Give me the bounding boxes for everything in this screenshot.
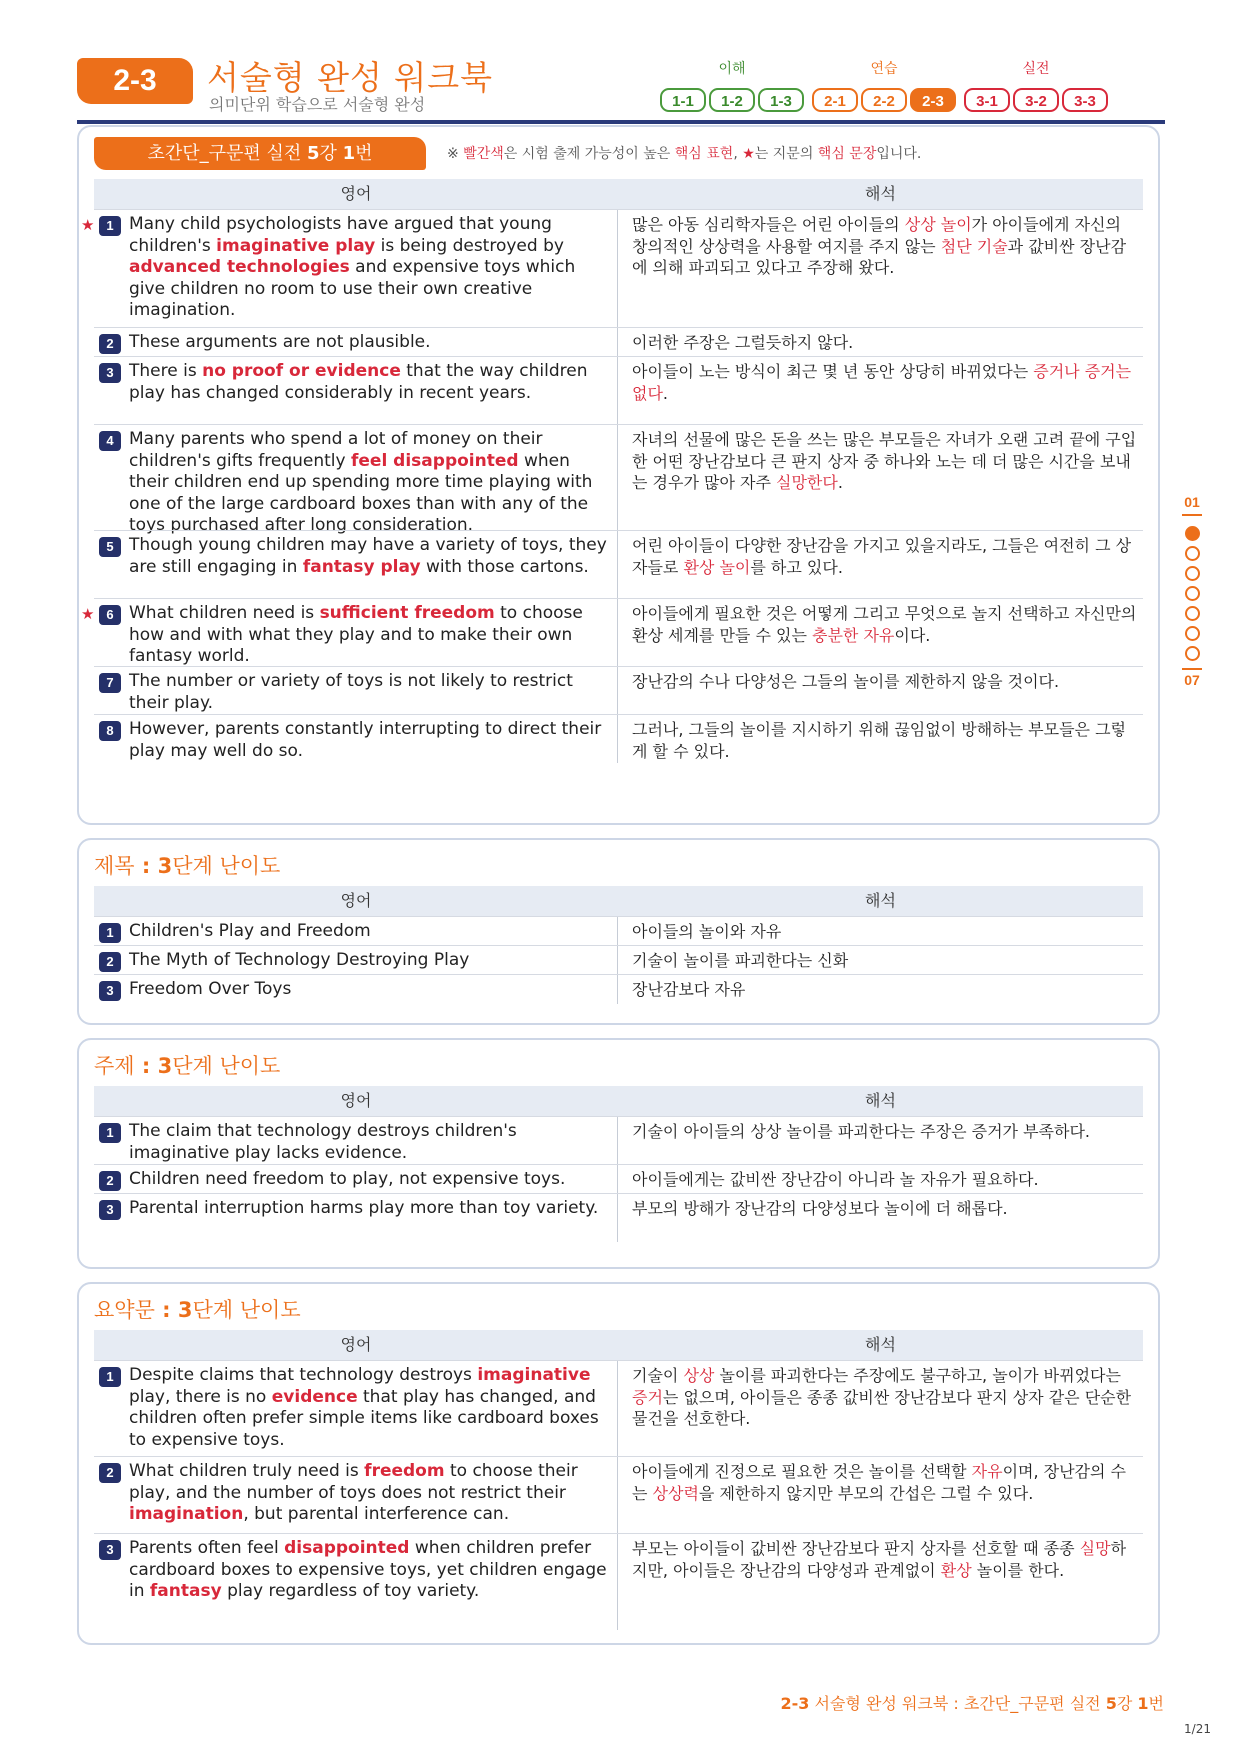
page-dot-icon[interactable] (1185, 526, 1200, 541)
english-sentence (129, 671, 609, 714)
highlight-text: 실망한다 (776, 473, 838, 492)
korean-translation (632, 1365, 1137, 1430)
highlight-text: imaginative (477, 1365, 591, 1385)
row-number: 3 (99, 363, 121, 383)
text-segment: What children truly need is (129, 1461, 365, 1481)
table-row (94, 1164, 1143, 1193)
note-mid3: 는 지문의 (754, 146, 818, 162)
row-number: 3 (99, 981, 121, 1001)
step-button-2-1[interactable]: 2-1 (812, 88, 858, 112)
korean-translation (632, 671, 1137, 693)
highlight-text: 증거나 증거는 없다 (632, 362, 1132, 403)
step-button-1-2[interactable]: 1-2 (709, 88, 755, 112)
english-sentence: Children's Play and Freedom (129, 921, 371, 941)
heading-num: 3 (157, 854, 173, 878)
highlight-text: 실망 (1079, 1539, 1111, 1558)
table-row (94, 530, 1143, 598)
column-divider (617, 946, 618, 974)
highlight-text: 환상 놀이 (683, 557, 751, 577)
row-number: 2 (99, 334, 121, 354)
highlight-text: disappointed (284, 1538, 410, 1558)
lesson-tag-num1: 5 (306, 143, 320, 164)
legend-note (447, 143, 921, 163)
korean-translation: 장난감보다 자유 (632, 980, 746, 999)
english-sentence (129, 361, 609, 404)
page-footer (781, 1691, 1165, 1714)
korean-translation: 기술이 아이들의 상상 놀이를 파괴한다는 주장은 증거가 부족하다. (632, 1122, 1091, 1141)
page-header (77, 50, 1165, 126)
text-segment: 아이들이 노는 방식이 최근 몇 년 동안 상당히 바뀌었다는 (632, 362, 1034, 381)
english-sentence (129, 1538, 609, 1603)
korean-translation (632, 214, 1137, 279)
heading-word: 제목 (94, 854, 135, 878)
korean-translation: 아이들의 놀이와 자유 (632, 922, 782, 941)
page-dot-icon[interactable] (1185, 546, 1200, 561)
english-sentence (129, 535, 609, 578)
table-header (94, 1086, 1143, 1116)
column-divider (617, 599, 618, 666)
column-divider (617, 1534, 618, 1630)
footer-text: 서술형 완성 워크북 : 초간단_구문편 실전 (809, 1694, 1106, 1713)
table-row (94, 1116, 1143, 1164)
column-header-translation: 해석 (865, 1335, 896, 1354)
text-segment: 많은 아동 심리학자들은 어린 아이들의 (632, 215, 905, 234)
text-segment: , but parental interference can. (243, 1504, 510, 1524)
english-sentence (129, 1365, 609, 1451)
text-segment: These arguments are not plausible. (129, 332, 431, 352)
text-segment: to choose their play, and the number of toys does not restrict their (129, 1461, 578, 1503)
side-nav-end[interactable]: 07 (1184, 672, 1200, 688)
highlight-text: imaginative play (216, 235, 376, 256)
text-segment: Many parents who spend a lot of money on their children's gifts frequently (129, 429, 543, 471)
column-header-english: 영어 (340, 891, 372, 910)
table-header (94, 179, 1143, 209)
korean-translation: 부모의 방해가 장난감의 다양성보다 놀이에 더 해롭다. (632, 1199, 1008, 1218)
row-number: 8 (99, 721, 121, 741)
heading-colon: : (134, 854, 158, 878)
text-segment: 아이들에게 진정으로 필요한 것은 놀이를 선택할 (632, 1462, 972, 1481)
column-divider (617, 357, 618, 424)
english-sentence: The claim that technology destroys children's imaginative play lacks evidence. (129, 1121, 517, 1163)
korean-translation (632, 429, 1137, 494)
table-row (94, 974, 1143, 1004)
note-red2: 핵심 표현 (674, 146, 734, 162)
korean-translation (632, 535, 1137, 578)
column-divider (617, 667, 618, 714)
note-mid2: , (733, 146, 743, 162)
text-segment: There is (129, 361, 203, 381)
heading-num: 3 (157, 1054, 173, 1078)
table-row (81, 209, 1143, 327)
step-button-2-2[interactable]: 2-2 (861, 88, 907, 112)
korean-translation (632, 361, 1137, 404)
note-mid: 은 시험 출제 가능성이 높은 (503, 146, 675, 162)
heading-rest: 단계 난이도 (192, 1298, 301, 1322)
row-number: 2 (99, 952, 121, 972)
column-divider (617, 328, 618, 356)
step-button-1-3[interactable]: 1-3 (758, 88, 804, 112)
section-heading-summary (94, 1294, 301, 1324)
theme-panel (77, 1038, 1160, 1269)
highlight-text: 상상 놀이 (904, 215, 972, 234)
highlight-text: 첨단 기술 (940, 236, 1008, 256)
note-prefix: ※ (447, 146, 464, 162)
step-button-3-3[interactable]: 3-3 (1062, 88, 1108, 112)
korean-translation (632, 603, 1137, 646)
step-button-3-2[interactable]: 3-2 (1013, 88, 1059, 112)
column-divider (617, 531, 618, 598)
column-header-english: 영어 (340, 1091, 372, 1110)
footer-num1: 5 (1105, 1694, 1117, 1713)
text-segment: 놀이를 한다. (971, 1560, 1065, 1580)
highlight-text: fantasy (149, 1581, 222, 1601)
text-segment: . (662, 383, 669, 403)
text-segment: 하지만, 아이들은 장난감의 다양성과 관계없이 (632, 1539, 1127, 1580)
english-sentence: Freedom Over Toys (129, 979, 292, 999)
column-divider (617, 1361, 618, 1456)
text-segment: 아이들에게 필요한 것은 어떻게 그리고 무엇으로 놀지 선택하고 자신만의 환상 세계를 만들 수 있는 (632, 604, 1137, 645)
highlight-text: imagination (129, 1504, 244, 1524)
text-segment: 가 아이들에게 자신의 창의적인 상상력을 사용할 여지를 주지 않는 (632, 215, 1121, 256)
korean-translation (632, 332, 1137, 354)
text-segment: 어린 아이들이 다양한 장난감을 가지고 있을지라도, 그들은 여전히 그 상자들로 (632, 536, 1132, 577)
header-divider (77, 120, 1165, 124)
text-segment: Parents often feel (129, 1538, 285, 1558)
page-dot-icon[interactable] (1185, 606, 1200, 621)
text-segment: that play has changed, and children often prefer simple items like cardboard boxes to expensive toys. (129, 1386, 599, 1450)
step-group-label-understand: 이해 (718, 61, 746, 77)
table-row (94, 1456, 1143, 1533)
note-red: 빨간색 (463, 146, 504, 162)
row-number: 1 (99, 216, 121, 236)
page-title: 서술형 완성 워크북 (207, 58, 494, 97)
heading-rest: 단계 난이도 (172, 1054, 281, 1078)
page-dot-icon[interactable] (1185, 626, 1200, 641)
lesson-tag-suffix: 번 (355, 143, 373, 164)
text-segment: 는 없으며, 아이들은 종종 값비싼 장난감보다 판지 상자 같은 단순한 물건을 선호한다. (632, 1387, 1132, 1428)
text-segment: with those cartons. (420, 556, 589, 577)
footer-mid: 강 (1116, 1694, 1138, 1713)
column-header-english: 영어 (340, 1335, 372, 1354)
highlight-text: advanced technologies (129, 257, 350, 277)
column-header-translation: 해석 (865, 891, 896, 910)
row-number: 1 (99, 1123, 121, 1143)
table-row (94, 327, 1143, 356)
english-sentence (129, 719, 609, 762)
english-sentence: Parental interruption harms play more than toy variety. (129, 1198, 599, 1218)
step-group-label-practice: 연습 (870, 61, 898, 77)
text-segment: 자녀의 선물에 많은 돈을 쓰는 많은 부모들은 자녀가 오랜 고려 끝에 구입한 어떤 장난감보다 큰 판지 상자 중 하나와 노는 데 더 많은 시간을 보내는 경우가 많아 자주 (632, 430, 1137, 492)
table-row (94, 916, 1143, 945)
table-row (81, 598, 1143, 666)
page-subtitle: 의미단위 학습으로 서술형 완성 (209, 95, 426, 114)
column-divider (617, 1165, 618, 1193)
side-nav-divider (1182, 668, 1202, 670)
text-segment: However, parents constantly interrupting to direct their play may well do so. (129, 719, 602, 761)
highlight-text: 환상 (940, 1560, 972, 1580)
column-header-translation: 해석 (865, 1091, 896, 1110)
page-dot-icon[interactable] (1185, 566, 1200, 581)
text-segment: 이러한 주장은 그럴듯하지 않다. (632, 333, 854, 352)
side-nav-start[interactable]: 01 (1184, 494, 1200, 510)
column-divider (617, 210, 618, 327)
text-segment: 놀이를 파괴한다는 주장에도 불구하고, 놀이가 바뀌었다는 (714, 1366, 1121, 1385)
text-segment: 이며, 장난감의 수는 (632, 1462, 1127, 1503)
row-number: 3 (99, 1200, 121, 1220)
highlight-text: 자유 (971, 1462, 1003, 1481)
page-number: 1/21 (1184, 1722, 1211, 1736)
highlight-text: 증거 (632, 1387, 663, 1407)
column-divider (617, 975, 618, 1004)
table-row (94, 1533, 1143, 1630)
key-sentence-star-icon: ★ (81, 605, 95, 623)
highlight-text: no proof or evidence (202, 361, 401, 381)
column-divider (617, 1457, 618, 1533)
highlight-text: 상상 (683, 1366, 715, 1385)
table-row (94, 945, 1143, 974)
table-row (94, 666, 1143, 714)
lesson-tag (94, 137, 426, 170)
highlight-text: 상상력 (652, 1483, 699, 1503)
text-segment: Despite claims that technology destroys (129, 1365, 478, 1385)
section-heading-title (94, 850, 280, 880)
heading-rest: 단계 난이도 (172, 854, 281, 878)
highlight-text: 충분한 자유 (812, 625, 895, 645)
note-red3: 핵심 문장 (817, 146, 877, 162)
lesson-tag-mid: 강 (319, 143, 343, 164)
step-group-label-real: 실전 (1022, 61, 1050, 77)
column-divider (617, 1194, 618, 1242)
row-number: 3 (99, 1540, 121, 1560)
text-segment: play, there is no (129, 1386, 272, 1407)
english-sentence (129, 429, 609, 537)
table-header (94, 1330, 1143, 1360)
page-dot-icon[interactable] (1185, 646, 1200, 661)
highlight-text: fantasy play (302, 556, 421, 577)
step-button-3-1[interactable]: 3-1 (964, 88, 1010, 112)
row-number: 7 (99, 673, 121, 693)
step-button-1-1[interactable]: 1-1 (660, 88, 706, 112)
key-sentence-star-icon: ★ (81, 216, 95, 234)
table-row (94, 1360, 1143, 1456)
text-segment: and expensive toys which give children no room to use their own creative imagination. (129, 257, 576, 320)
english-sentence (129, 1461, 609, 1526)
text-segment: Though young children may have a variety of toys, they are still engaging in (129, 535, 607, 577)
english-sentence: Children need freedom to play, not expensive toys. (129, 1169, 566, 1189)
row-number: 5 (99, 537, 121, 557)
footer-num2: 1 (1137, 1694, 1149, 1713)
column-divider (617, 715, 618, 763)
heading-colon: : (154, 1298, 178, 1322)
summary-panel (77, 1282, 1160, 1645)
title-panel (77, 838, 1160, 1025)
row-number: 6 (99, 605, 121, 625)
text-segment: is being destroyed by (375, 235, 564, 256)
column-header-english: 영어 (340, 184, 372, 203)
korean-translation (632, 719, 1137, 762)
footer-end: 번 (1148, 1694, 1164, 1713)
text-segment: 장난감의 수나 다양성은 그들의 놀이를 제한하지 않을 것이다. (632, 672, 1060, 691)
column-divider (617, 425, 618, 530)
heading-num: 3 (177, 1298, 193, 1322)
text-segment: . (837, 473, 843, 492)
highlight-text: feel disappointed (350, 450, 519, 471)
korean-translation (632, 1538, 1137, 1581)
text-segment: 그러나, 그들의 놀이를 지시하기 위해 끊임없이 방해하는 부모들은 그렇게 할 수 있다. (632, 720, 1126, 761)
text-segment: 을 제한하지 않지만 부모의 간섭은 그럴 수 있다. (698, 1483, 1034, 1503)
star-icon: ★ (742, 146, 755, 162)
side-nav-divider (1182, 514, 1202, 516)
korean-translation: 기술이 놀이를 파괴한다는 신화 (632, 951, 849, 970)
table-row (94, 424, 1143, 535)
highlight-text: evidence (271, 1386, 358, 1407)
english-sentence (129, 214, 609, 322)
column-divider (617, 917, 618, 945)
heading-word: 주제 (94, 1054, 135, 1078)
text-segment: 를 하고 있다. (750, 557, 843, 577)
section-badge: 2-3 (77, 58, 193, 104)
text-segment: play regardless of toy variety. (221, 1581, 480, 1601)
lesson-tag-prefix: 초간단_구문편 실전 (147, 143, 307, 164)
footer-code: 2-3 (780, 1694, 810, 1713)
row-number: 4 (99, 431, 121, 451)
note-end: 입니다. (876, 146, 922, 162)
text-segment: The number or variety of toys is not likely to restrict their play. (129, 671, 573, 713)
text-segment: to choose how and with what they play and to make their own fantasy world. (129, 603, 583, 666)
text-segment: 부모는 아이들이 값비싼 장난감보다 판지 상자를 선호할 때 종종 (632, 1539, 1080, 1558)
column-header-translation: 해석 (865, 184, 896, 203)
column-divider (617, 1117, 618, 1164)
lesson-tag-num2: 1 (342, 143, 356, 164)
text-segment: 과 값비싼 장난감에 의해 파괴되고 있다고 주장해 왔다. (632, 236, 1127, 277)
korean-translation (632, 1461, 1137, 1504)
heading-colon: : (134, 1054, 158, 1078)
text-segment: when children prefer cardboard boxes to expensive toys, yet children engage in (129, 1538, 607, 1601)
text-segment: Many child psychologists have argued that young children's (129, 214, 552, 256)
section-heading-theme (94, 1050, 280, 1080)
english-sentence (129, 603, 609, 668)
row-number: 1 (99, 923, 121, 943)
english-sentence: The Myth of Technology Destroying Play (129, 950, 470, 970)
row-number: 2 (99, 1463, 121, 1483)
text-segment: when their children end up spending more time playing with one of the large cardboard boxes than with any of the toys purchased after long consideration. (129, 450, 593, 535)
passage-panel (77, 125, 1160, 825)
page-dot-icon[interactable] (1185, 586, 1200, 601)
text-segment: that the way children play has changed considerably in recent years. (129, 361, 588, 403)
highlight-text: sufficient freedom (319, 603, 495, 623)
table-row (94, 714, 1143, 763)
table-header (94, 886, 1143, 916)
heading-word: 요약문 (94, 1298, 155, 1322)
table-row (94, 356, 1143, 424)
table-row (94, 1193, 1143, 1242)
row-number: 1 (99, 1367, 121, 1387)
text-segment: 기술이 (632, 1366, 684, 1385)
highlight-text: freedom (364, 1461, 445, 1481)
row-number: 2 (99, 1171, 121, 1191)
text-segment: What children need is (129, 603, 320, 623)
text-segment: 이다. (894, 625, 931, 645)
english-sentence (129, 332, 609, 354)
korean-translation: 아이들에게는 값비싼 장난감이 아니라 놀 자유가 필요하다. (632, 1170, 1039, 1189)
step-button-2-3[interactable]: 2-3 (910, 88, 956, 112)
